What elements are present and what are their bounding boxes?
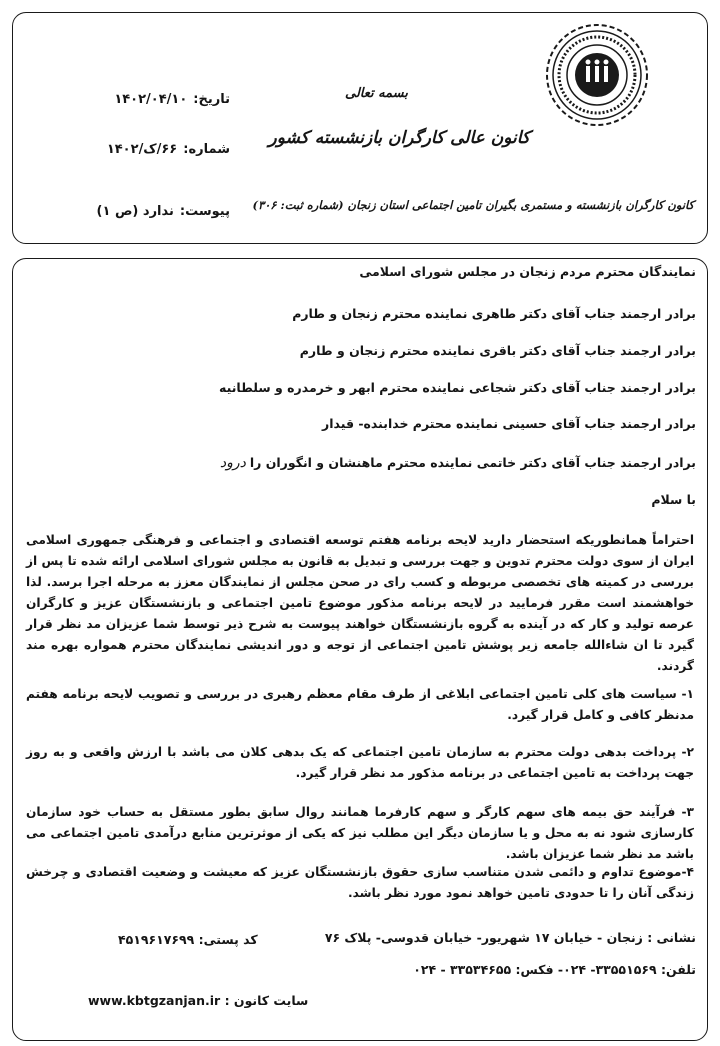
letter-number-value: ۶۶/ک/۱۴۰۲ — [106, 142, 178, 157]
sub-organization-name: کانون کارگران بازنشسته و مستمری بگیران تامین اجتماعی استان زنجان (شماره ثبت: ۳۰۶) — [252, 198, 694, 212]
request-item: ۴-موضوع تداوم و دائمی شدن متناسب سازی حقوق بازنشستگان عزیز که معیشت و وضعیت اقتصادی و چرخش زندگی آنان را تا حدودی تامین خواهد نمود مورد نظر باشد. — [26, 865, 694, 900]
postal-code-value: ۴۵۱۹۶۱۷۶۹۹ — [118, 932, 195, 947]
website-link[interactable]: www.kbtgzanjan.ir — [88, 993, 221, 1008]
rosette-emblem-icon — [542, 20, 652, 130]
website-field — [88, 993, 308, 1008]
website-label: سایت کانون : — [224, 993, 309, 1008]
recipient-line: برادر ارجمند جناب آقای حسینی نماینده محترم خدابنده- قیدار — [322, 416, 696, 431]
request-item: ۲- پرداخت بدهی دولت محترم به سازمان تامین اجتماعی که یک بدهی کلان می باشد با ارزش واقعی و به روز جهت پرداخت به تامین اجتماعی در برنامه مذکور مد نظر قرار گیرد. — [26, 745, 694, 780]
date-value: ۱۴۰۲/۰۴/۱۰ — [114, 92, 188, 107]
postal-code-label: کد پستی: — [198, 932, 258, 947]
salutation: با سلام — [651, 492, 696, 507]
recipient-line: برادر ارجمند جناب آقای دکتر شجاعی نماینده محترم ابهر و خرمدره و سلطانیه — [219, 380, 696, 395]
letter-number-field — [107, 142, 230, 157]
date-field — [114, 92, 230, 107]
recipient-line — [220, 455, 696, 471]
letter-number-label: شماره: — [183, 142, 230, 157]
date-label: تاریخ: — [193, 92, 230, 107]
invocation-heading: بسمه تعالی — [345, 86, 408, 101]
request-item: ۳- فرآیند حق بیمه های سهم کارگر و سهم کارفرما همانند روال سابق بطور مستقل به حساب خود سازمان کارسازی شود نه به محل و یا سازمان دیگر این مطلب نیز که یکی از موثرترین منابع درآمدی تامین اجتماعی می باشد مد نظر شما عزیزان باشد. — [26, 805, 694, 861]
request-item: ۱- سیاست های کلی تامین اجتماعی ابلاغی از طرف مقام معظم رهبری در بررسی و تصویب لایحه برنامه هفتم مدنظر کافی و کامل قرار گیرد. — [26, 687, 694, 722]
recipients-title: نمایندگان محترم مردم زنجان در مجلس شورای اسلامی — [359, 264, 696, 279]
recipient-line-text: برادر ارجمند جناب آقای دکتر خاتمی نماینده محترم ماهنشان و انگوران را — [249, 455, 696, 470]
recipient-line: برادر ارجمند جناب آقای دکتر طاهری نماینده محترم زنجان و طارم — [292, 306, 696, 321]
postal-code-field — [118, 932, 258, 947]
intro-paragraph: احتراماً همانطوریکه استحضار دارید لایحه برنامه هفتم توسعه اقتصادی و اجتماعی و فرهنگی جمهوری اسلامی ایران از سوی دولت محترم تدوین و جهت بررسی و تبدیل به قانون به مجلس شورای اسلامی ارائه شده تا پس از بررسی در کمیته های تخصصی مربوطه و کسب رای در صحن مجلس از نمایندگان معزز به مرحله اجرا برسد. لذا خواهشمند است مقرر فرمایید در لایحه برنامه مذکور موضوع تامین اجتماعی و بازنشستگان عزیز و کارگران عرصه تولید و کار که در آینده به گروه بازنشستگان خواهند پیوست به شرح ذیر توسط شما عزیزان مد نظر قرار گیرد تا ان شاءالله جامعه زیر پوشش تامین اجتماعی از توجه و دور اندیشی نمایندگان محترم همواره بهره مند گردند. — [26, 533, 694, 673]
phone-fax: تلفن: ۳۳۵۵۱۵۶۹- ۰۲۴- فکس: ۳۳۵۳۴۶۵۵ - ۰۲۴ — [413, 962, 696, 977]
attachment-field — [97, 204, 230, 219]
handwritten-note: درود — [219, 455, 246, 471]
recipient-line: برادر ارجمند جناب آقای دکتر باقری نماینده محترم زنجان و طارم — [299, 343, 696, 358]
postal-address: نشانی : زنجان - خیابان ۱۷ شهریور- خیابان قدوسی- پلاک ۷۶ — [324, 930, 696, 945]
attachment-value: ندارد (ص ۱) — [96, 204, 174, 219]
attachment-label: پیوست: — [179, 204, 230, 219]
organization-name: کانون عالی کارگران بازنشسته کشور — [268, 128, 530, 148]
